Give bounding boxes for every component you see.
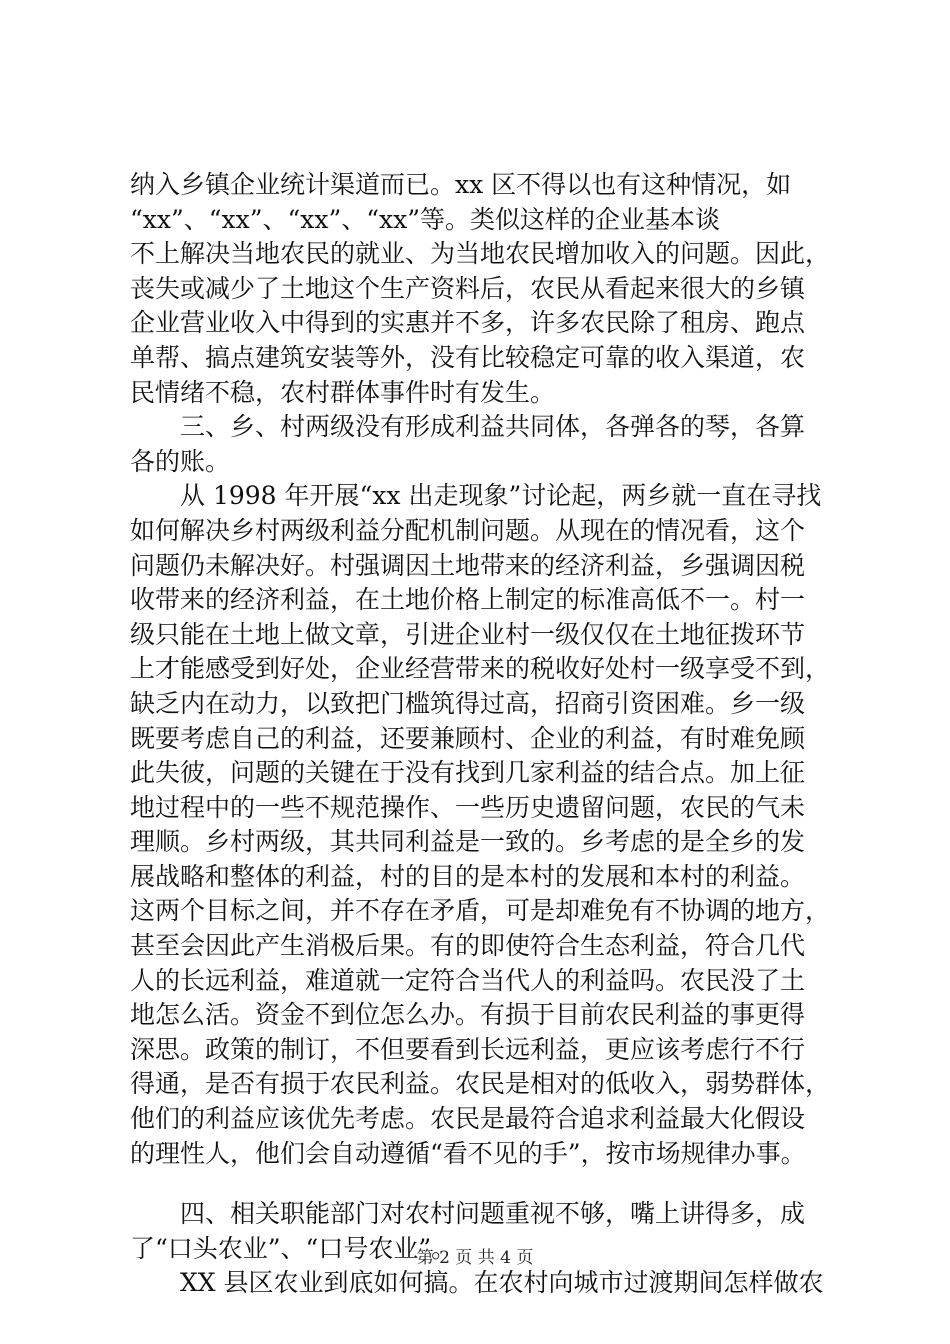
text-line: 不上解决当地农民的就业、为当地农民增加收入的问题。因此， — [130, 239, 831, 269]
text-line: 展战略和整体的利益，村的目的是本村的发展和本村的利益。 — [130, 861, 806, 891]
text-line: XX 县区农业到底如何搞。在农村向城市过渡期间怎样做农 — [180, 1268, 824, 1298]
text-line: 地过程中的一些不规范操作、一些历史遗留问题，农民的气未 — [130, 792, 806, 822]
text-line: 他们的利益应该优先考虑。农民是最符合追求利益最大化假设 — [130, 1104, 806, 1134]
text-line: 企业营业收入中得到的实惠并不多，许多农民除了租房、跑点 — [130, 308, 806, 338]
text-line: 既要考虑自己的利益，还要兼顾村、企业的利益，有时难免顾 — [130, 723, 806, 753]
text-line: 理顺。乡村两级，其共同利益是一致的。乡考虑的是全乡的发 — [130, 827, 806, 857]
text-line: “xx”、“xx”、“xx”、“xx”等。类似这样的企业基本谈 — [130, 204, 721, 234]
text-line: 上才能感受到好处，企业经营带来的税收好处村一级享受不到， — [130, 654, 831, 684]
text-line: 问题仍未解决好。村强调因土地带来的经济利益，乡强调因税 — [130, 550, 806, 580]
text-line: 各的账。 — [130, 446, 231, 476]
text-line: 深思。政策的制订，不但要看到长远利益，更应该考虑行不行 — [130, 1034, 806, 1064]
text-line: 三、乡、村两级没有形成利益共同体，各弹各的琴，各算 — [180, 412, 806, 442]
text-line: 民情绪不稳，农村群体事件时有发生。 — [130, 377, 556, 407]
text-line: 缺乏内在动力，以致把门槛筑得过高，招商引资困难。乡一级 — [130, 688, 806, 718]
text-line: 的理性人，他们会自动遵循“看不见的手”，按市场规律办事。 — [130, 1138, 806, 1168]
text-line: 地怎么活。资金不到位怎么办。有损于目前农民利益的事更得 — [130, 1000, 806, 1030]
text-line: 了“口头农业”、“口号农业”。 — [130, 1233, 457, 1263]
text-line: 从 1998 年开展“xx 出走现象”讨论起，两乡就一直在寻找 — [180, 481, 822, 511]
page-footer: 第 2 页 共 4 页 — [416, 1248, 534, 1268]
text-line: 级只能在土地上做文章，引进企业村一级仅仅在土地征拨环节 — [130, 619, 806, 649]
text-line: 甚至会因此产生消极后果。有的即使符合生态利益，符合几代 — [130, 931, 806, 961]
paragraph-gap — [130, 1171, 842, 1197]
text-line: 如何解决乡村两级利益分配机制问题。从现在的情况看，这个 — [130, 515, 806, 545]
text-line: 这两个目标之间，并不存在矛盾，可是却难免有不协调的地方， — [130, 896, 831, 926]
text-line: 人的长远利益，难道就一定符合当代人的利益吗。农民没了土 — [130, 965, 806, 995]
document-body — [130, 168, 842, 1301]
text-line: 单帮、搞点建筑安装等外，没有比较稳定可靠的收入渠道，农 — [130, 342, 806, 372]
text-line: 丧失或减少了土地这个生产资料后，农民从看起来很大的乡镇 — [130, 273, 806, 303]
text-line: 收带来的经济利益，在土地价格上制定的标准高低不一。村一 — [130, 585, 806, 615]
text-line: 得通，是否有损于农民利益。农民是相对的低收入，弱势群体， — [130, 1069, 831, 1099]
text-line: 四、相关职能部门对农村问题重视不够，嘴上讲得多，成 — [180, 1199, 806, 1229]
text-line: 纳入乡镇企业统计渠道而已。xx 区不得以也有这种情况，如 — [130, 170, 792, 199]
text-line: 此失彼，问题的关键在于没有找到几家利益的结合点。加上征 — [130, 758, 806, 788]
